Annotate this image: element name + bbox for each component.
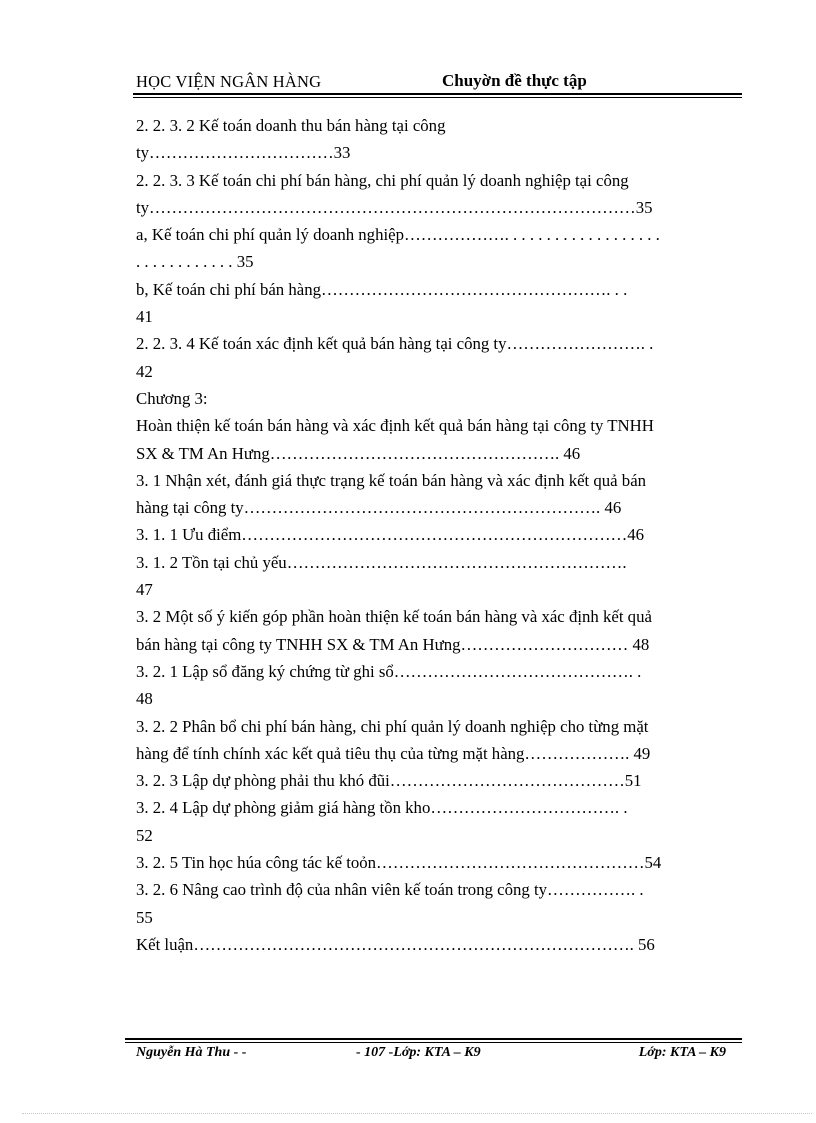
toc-line: b, Kế toán chi phí bán hàng……………………………………………. . . xyxy=(136,279,628,299)
toc-line: 3. 1. 1 Ưu điểm……………………………………………………………46 xyxy=(136,525,645,545)
toc-line: 3. 2. 1 Lập sổ đăng ký chứng từ ghi sổ……………………………………. . xyxy=(136,661,642,681)
header-document-title: Chuyờn đề thực tập xyxy=(442,71,587,90)
toc-line: 48 xyxy=(136,689,153,709)
toc-line: 42 xyxy=(136,361,153,381)
header-rule-thin xyxy=(133,97,742,98)
table-of-contents xyxy=(136,112,742,958)
toc-line: 3. 2 Một số ý kiến góp phần hoàn thiện kế toán bán hàng và xác định kết quả xyxy=(136,607,652,627)
toc-chapter-heading: Chương 3: xyxy=(136,388,208,408)
footer-rule-thin xyxy=(125,1042,742,1043)
toc-line: a, Kế toán chi phí quản lý doanh nghiệp………………. . . . . . . . . . . . . . . . . . . xyxy=(136,225,660,245)
toc-line: 2. 2. 3. 2 Kế toán doanh thu bán hàng tại công xyxy=(136,116,446,135)
toc-line: 3. 1. 2 Tồn tại chủ yếu……………………………………………………. xyxy=(136,552,627,572)
toc-line: 3. 2. 5 Tin học húa công tác kế toỏn…………………………………………54 xyxy=(136,853,662,873)
toc-line: 2. 2. 3. 3 Kế toán chi phí bán hàng, chi phí quản lý doanh nghiệp tại công xyxy=(136,170,629,190)
footer-page-number: - 107 -Lớp: KTA – K9 xyxy=(356,1045,481,1060)
toc-line: hàng để tính chính xác kết quả tiêu thụ của từng mặt hàng………………. 49 xyxy=(136,743,651,763)
toc-line: 52 xyxy=(136,825,153,845)
footer-author: Nguyễn Hà Thu - - xyxy=(136,1045,247,1060)
toc-line: bán hàng tại công ty TNHH SX & TM An Hưng………………………… 48 xyxy=(136,634,650,654)
header-rule-thick xyxy=(133,93,742,95)
page-header xyxy=(136,68,742,94)
toc-line: 3. 2. 2 Phân bổ chi phí bán hàng, chi phí quản lý doanh nghiệp cho từng mặt xyxy=(136,716,649,736)
footer-class: Lớp: KTA – K9 xyxy=(638,1045,726,1060)
toc-line: ty……………………………………………………………………………35 xyxy=(136,197,653,217)
toc-line: 47 xyxy=(136,580,153,600)
header-institution: HỌC VIỆN NGÂN HÀNG xyxy=(136,72,322,91)
toc-line: . . . . . . . . . . . . 35 xyxy=(136,252,254,272)
page-footer xyxy=(136,1045,742,1067)
toc-line: 3. 1 Nhận xét, đánh giá thực trạng kế toán bán hàng và xác định kết quả bán xyxy=(136,470,647,490)
toc-line: 3. 2. 4 Lập dự phòng giảm giá hàng tồn kho……………………………. . xyxy=(136,798,628,818)
footer-rule-thick xyxy=(125,1038,742,1040)
page-edge-divider xyxy=(22,1113,812,1114)
toc-line: 2. 2. 3. 4 Kế toán xác định kết quả bán hàng tại công ty……………………. . xyxy=(136,334,654,354)
toc-line: ty……………………………33 xyxy=(136,143,351,163)
toc-line: hàng tại công ty………………………………………………………. 46 xyxy=(136,498,622,518)
toc-line: 3. 2. 6 Nâng cao trình độ của nhân viên kế toán trong công ty……………. . xyxy=(136,880,644,900)
toc-line: 55 xyxy=(136,907,153,927)
toc-line: Kết luận……………………………………………………………………. 56 xyxy=(136,934,655,954)
toc-line: SX & TM An Hưng……………………………………………. 46 xyxy=(136,443,581,463)
toc-line: Hoàn thiện kế toán bán hàng và xác định kết quả bán hàng tại công ty TNHH xyxy=(136,416,654,436)
toc-line: 41 xyxy=(136,307,153,327)
toc-line: 3. 2. 3 Lập dự phòng phải thu khó đũi……………………………………51 xyxy=(136,771,642,791)
